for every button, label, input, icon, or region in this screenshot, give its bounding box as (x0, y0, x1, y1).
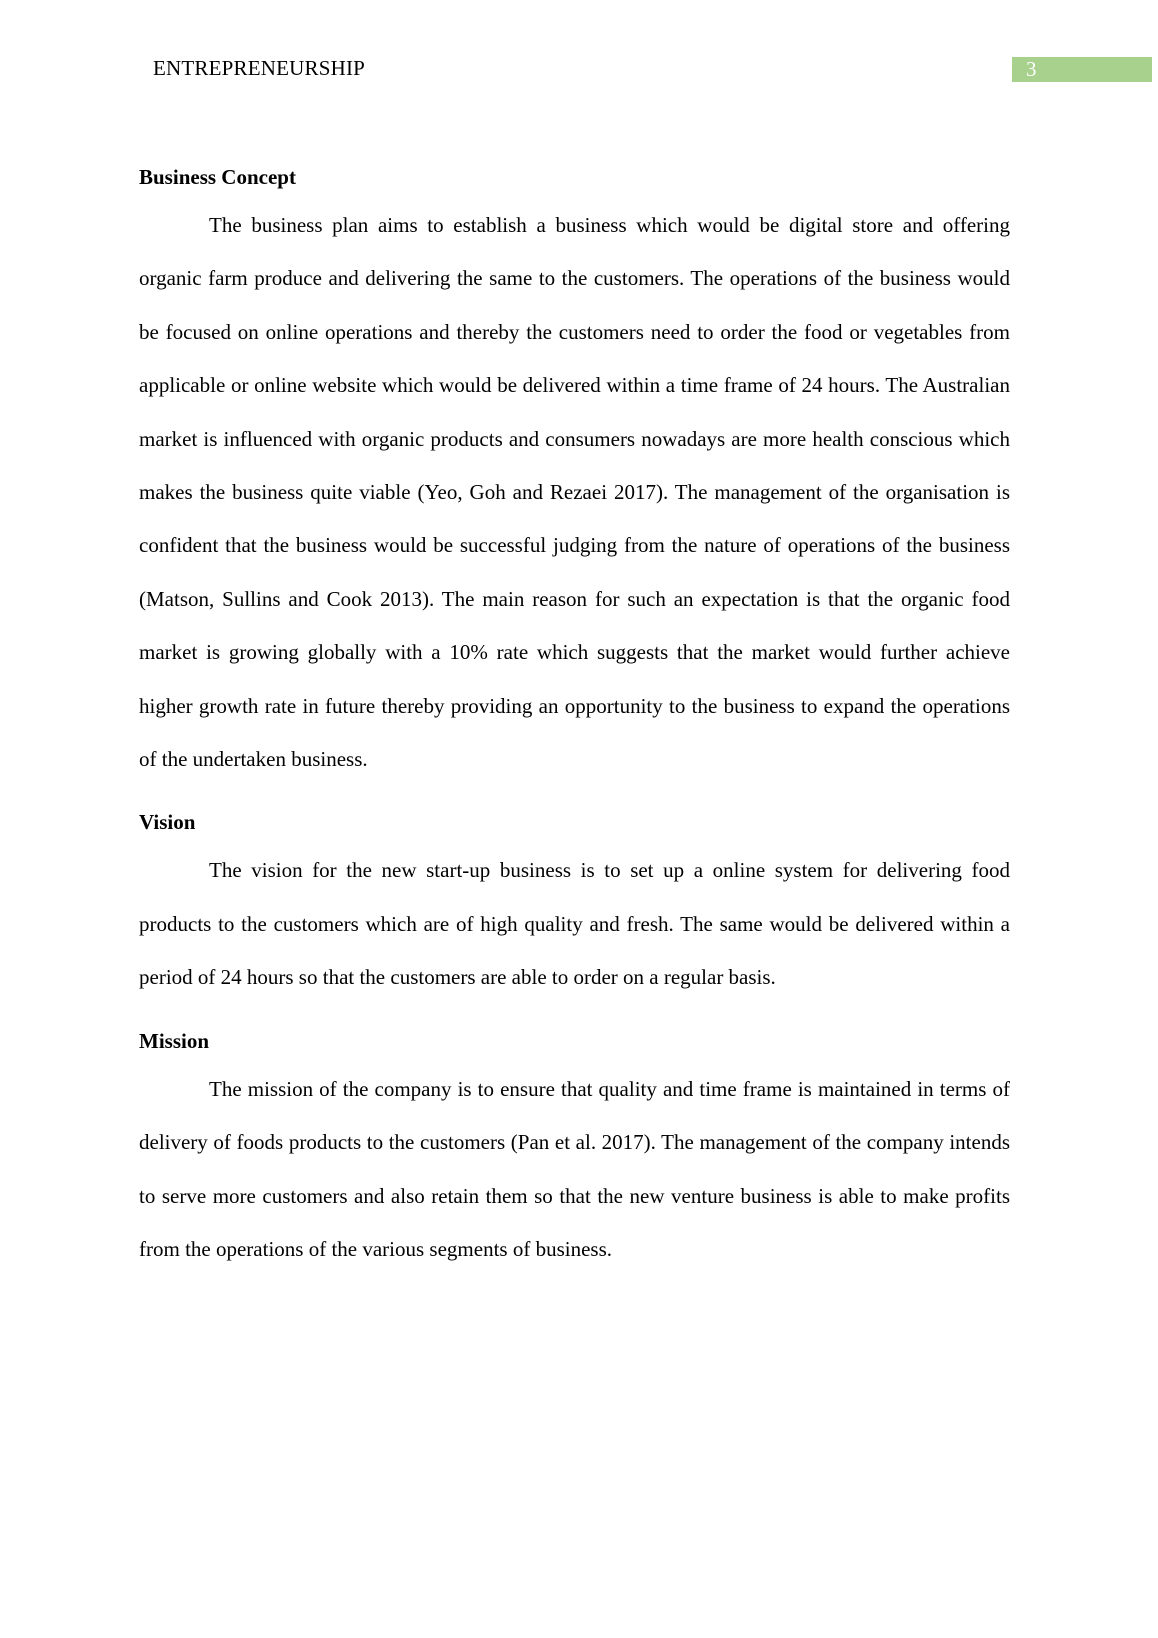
section-heading: Business Concept (139, 165, 296, 189)
section-heading: Vision (139, 810, 196, 835)
section-paragraph: The mission of the company is to ensure that quality and time frame is maintained in terms of delivery of foods products to the customers (Pan et al. 2017). The management of the company intends to serve more customers and also retain them so that the new venture business is able to make profits from the operations of the various segments of business. (139, 1076, 1010, 1261)
section-heading: Mission (139, 1028, 210, 1053)
running-head: ENTREPRENEURSHIP (153, 56, 366, 80)
section-paragraph: The business plan aims to establish a business which would be digital store and offering organic farm produce and delivering the same to the customers. The operations of the business would be focused on online operations and thereby the customers need to order the food or vegetables from applicable or online website which would be delivered within a time frame of 24 hours. The Australian market is influenced with organic products and consumers nowadays are more health conscious which makes the business quite viable (Yeo, Goh and Rezaei 2017). The management of the organisation is confident that the business would be successful judging from the nature of operations of the business (Matson, Sullins and Cook 2013). The main reason for such an expectation is that the organic food market is growing globally with a 10% rate which suggests that the market would further achieve higher growth rate in future thereby providing an opportunity to the business to expand the operations of the undertaken business. (139, 213, 1010, 772)
section-paragraph: The vision for the new start-up business is to set up a online system for delivering food products to the customers which are of high quality and fresh. The same would be delivered within a period of 24 hours so that the customers are able to order on a regular basis. (139, 858, 1010, 990)
section-business-concept (139, 155, 1010, 786)
section-vision (139, 800, 1010, 1004)
page-number: 3 (1012, 57, 1152, 82)
section-mission (139, 1019, 1010, 1277)
document-body (139, 155, 1010, 1290)
